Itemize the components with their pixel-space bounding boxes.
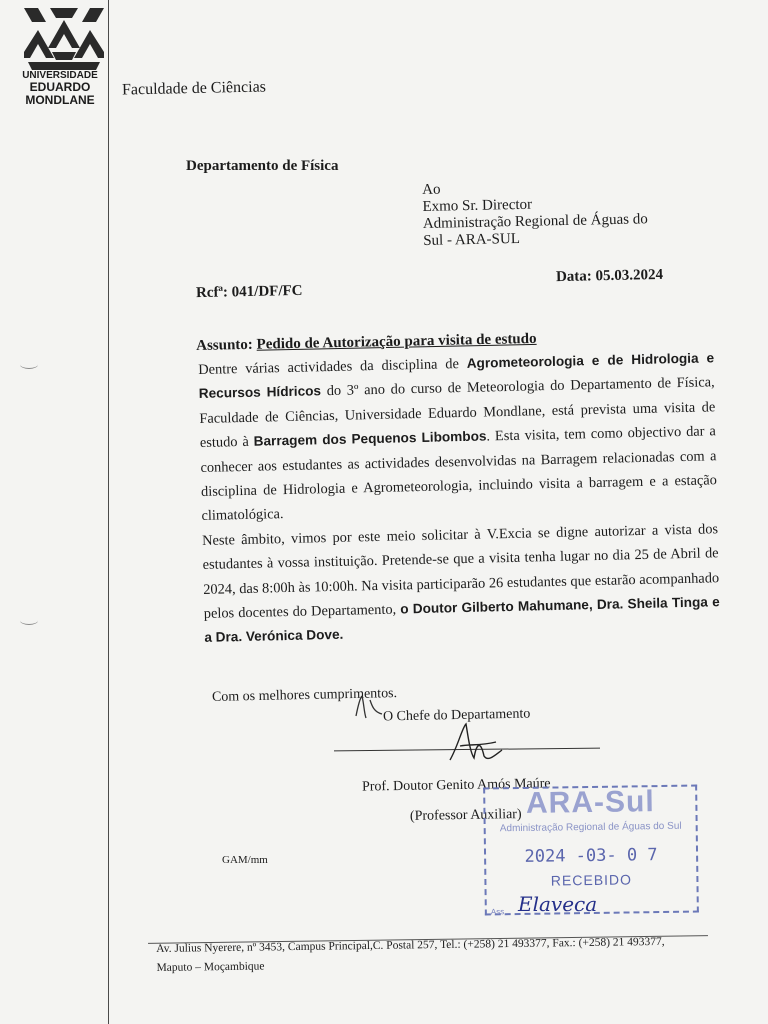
- faculty-name: Faculdade de Ciências: [121, 78, 267, 99]
- subject-text: Pedido de Autorização para visita de estudo: [256, 330, 537, 353]
- typist-initials: GAM/mm: [222, 854, 268, 866]
- university-line-2: EDUARDO: [29, 80, 91, 94]
- subject-label: Assunto:: [196, 336, 254, 354]
- p1-text-3: . Esta visita, tem como objectivo dar a conhecer aos estudantes as actividades desenvolvidas na Barragem relacionadas com a disciplina de Hidrologia e Agrometeorologia, incluindo visita a barragem e a estação climatológica.: [200, 423, 718, 525]
- stamp-signature-label: Ass.: [490, 907, 507, 917]
- footer-line-1: Av. Julius Nyerere, nº 3453, Campus Principal,C. Postal 257, Tel.: (+258) 21 493377, Fax.: (+258) 21 493377,: [156, 935, 665, 955]
- university-name: [18, 70, 102, 107]
- signatory-name: Prof. Doutor Genito Amós Maúre: [361, 776, 551, 795]
- punch-hole-mark: [20, 616, 38, 625]
- paragraph-1: [198, 346, 718, 529]
- footer-address: [156, 922, 747, 978]
- p2-text-1: Neste âmbito, vimos por este meio solicitar à V.Excia se digne autorizar a vista dos estudantes à vossa instituição. Pretende-se que a visita tenha lugar no dia 25 de Abril de 2024, das 8:00h às 10:00h. Na visita participarão 26 estudantes que estarão acompanhado pelos docentes do Departamento,: [201, 521, 720, 622]
- addressee-line-2: Exmo Sr. Director: [422, 196, 533, 215]
- p1-bold-2: Barragem dos Pequenos Libombos: [253, 428, 487, 449]
- closing-text: Com os melhores cumprimentos.: [211, 686, 398, 705]
- margin-rule: [108, 0, 109, 1024]
- stamp-handwritten-signature: Elaveca: [518, 892, 598, 916]
- addressee-block: [422, 177, 648, 250]
- addressee-line-4: Sul - ARA-SUL: [423, 230, 521, 249]
- p1-bold-1: Agrometeorologia e de Hidrologia e Recursos Hídricos: [198, 350, 715, 402]
- p2-bold-1: o Doutor Gilberto Mahumane, Dra. Sheila Tinga e a Dra. Verónica Dove.: [204, 594, 720, 646]
- addressee-line-1: Ao: [422, 181, 441, 198]
- reference-number: Rcfª: 041/DF/FC: [195, 282, 303, 302]
- chief-title: O Chefe do Departamento: [382, 706, 531, 725]
- handwritten-signature: [440, 716, 520, 772]
- stamp-date: 2024 -03- 0 7: [524, 845, 658, 867]
- handwritten-initials: [352, 692, 386, 722]
- p1-text-1: Dentre várias actividades da disciplina de: [198, 355, 467, 378]
- letter-date: Data: 05.03.2024: [555, 266, 664, 286]
- punch-hole-mark: [20, 360, 38, 369]
- university-logo: [18, 8, 110, 107]
- stamp-org-name: ARA-Sul: [525, 785, 655, 820]
- addressee-line-3: Administração Regional de Águas do: [422, 211, 648, 232]
- letter-body: [198, 346, 721, 651]
- p1-text-2: do 3º ano do curso de Meteorologia do Departamento de Física, Faculdade de Ciências, Universidade Eduardo Mondlane, está prevista uma visita de estudo à: [199, 374, 716, 452]
- footer-line-2: Maputo – Moçambique: [156, 960, 265, 974]
- department-name: Departamento de Física: [186, 158, 339, 174]
- university-line-3: MONDLANE: [25, 93, 95, 107]
- signatory-role: (Professor Auxiliar): [409, 807, 522, 824]
- uem-emblem-icon: [24, 8, 104, 70]
- paragraph-2: [202, 517, 721, 651]
- stamp-status: RECEBIDO: [550, 871, 633, 889]
- university-line-1: UNIVERSIDADE: [22, 70, 98, 81]
- stamp-org-subtitle: Administração Regional de Águas do Sul: [499, 820, 682, 835]
